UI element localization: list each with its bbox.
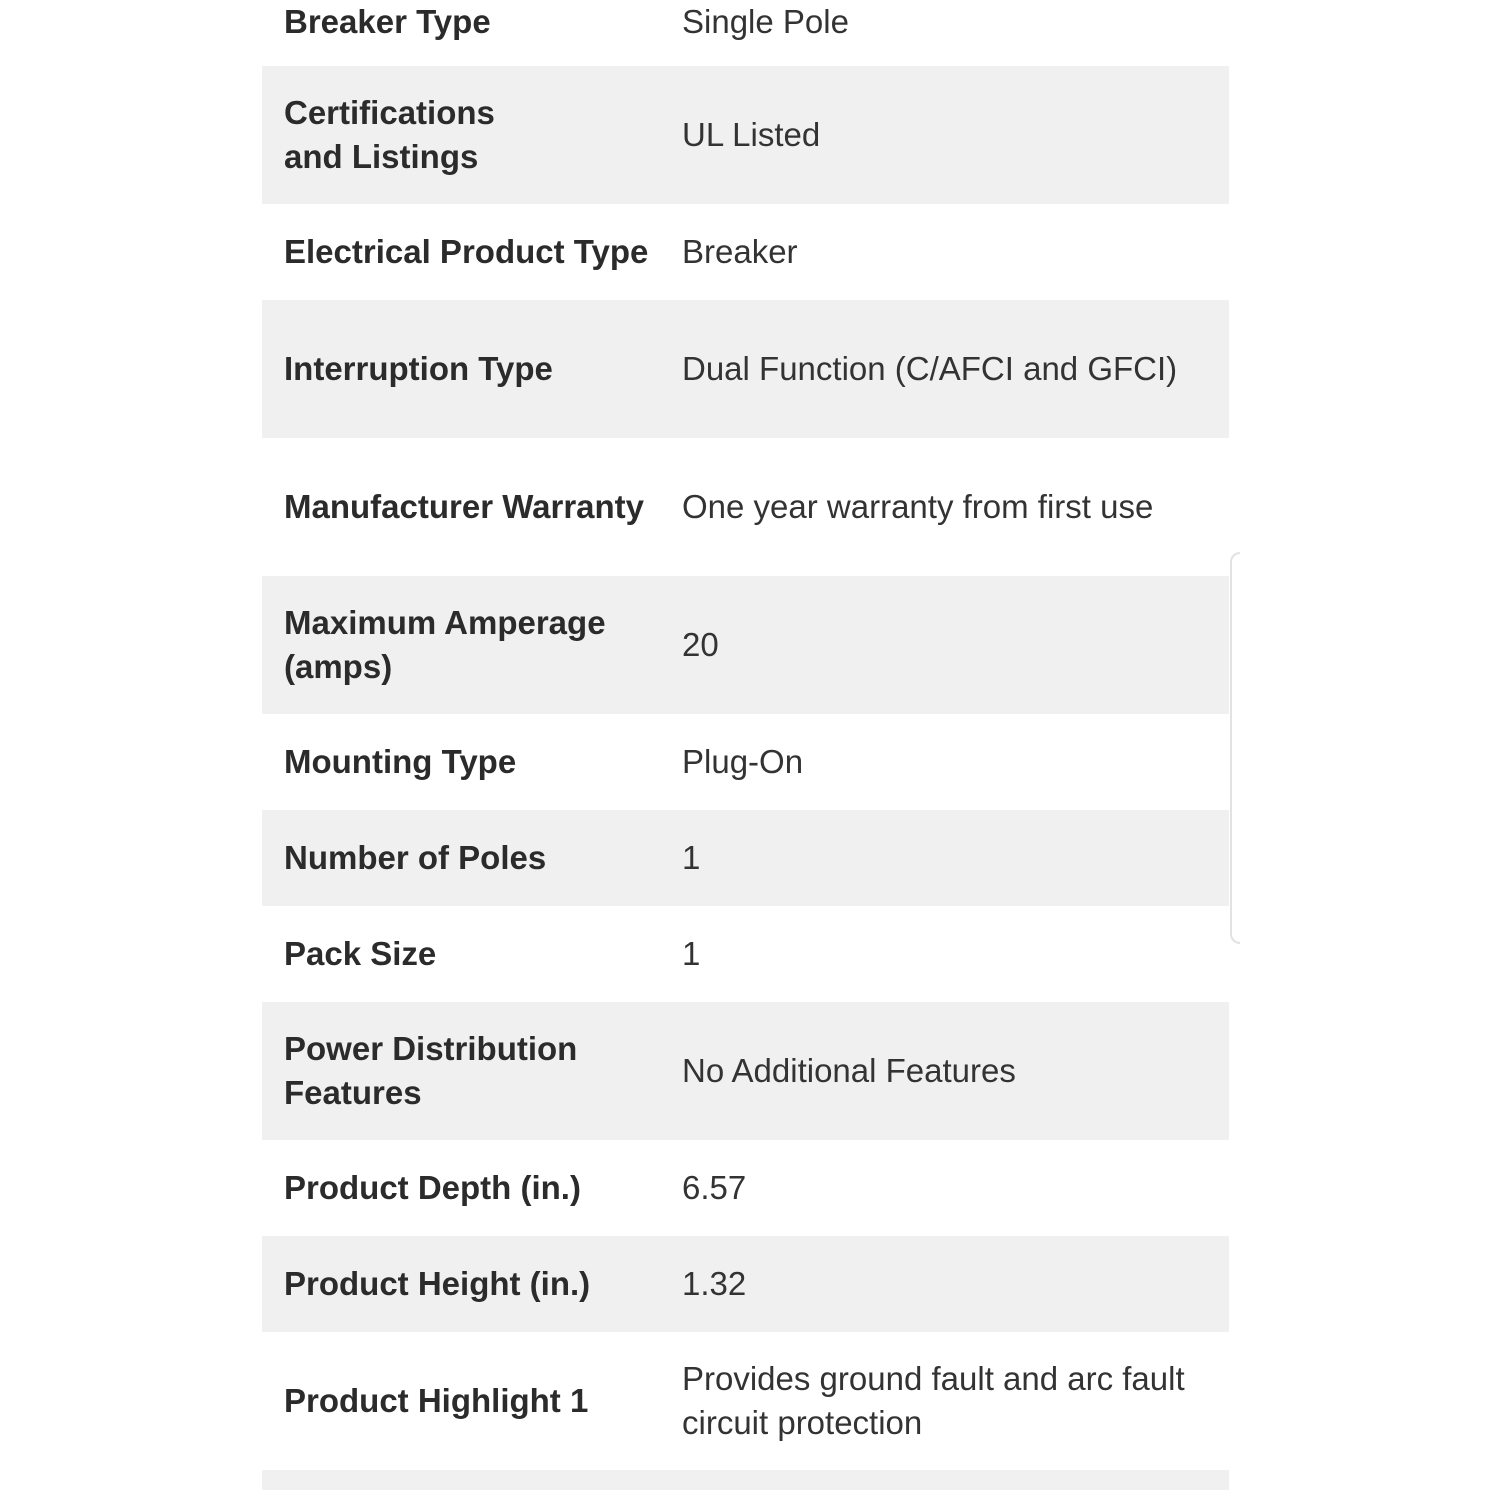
spec-value: UL Listed: [682, 116, 821, 153]
spec-row-product-height: [262, 1236, 1229, 1332]
spec-label: Maximum Amperage (amps): [284, 604, 606, 685]
spec-row-interruption-type: [262, 300, 1229, 438]
spec-row-maximum-amperage: [262, 576, 1229, 714]
spec-row-certifications: [262, 66, 1229, 204]
spec-label: Interruption Type: [284, 350, 553, 387]
spec-label: Power Distribution Features: [284, 1030, 578, 1111]
spec-label: Manufacturer Warranty: [284, 488, 645, 525]
spec-value: 1.32: [682, 1265, 747, 1302]
spec-row-product-depth: [262, 1140, 1229, 1236]
spec-label: Product Height (in.): [284, 1265, 591, 1302]
spec-label: Product Highlight 1: [284, 1382, 589, 1419]
spec-label: Pack Size: [284, 935, 437, 972]
spec-label: Number of Poles: [284, 839, 547, 876]
spec-label: Breaker Type: [284, 3, 491, 40]
spec-value: Single Pole: [682, 3, 849, 40]
spec-value: One year warranty from first use: [682, 488, 1154, 525]
spec-row-product-highlight-1: [262, 1332, 1229, 1470]
spec-row-power-distribution: [262, 1002, 1229, 1140]
scroll-edge: [1230, 552, 1240, 944]
spec-label: Product Depth (in.): [284, 1169, 581, 1206]
spec-label: Mounting Type: [284, 743, 517, 780]
spec-row-number-of-poles: [262, 810, 1229, 906]
spec-value: 6.57: [682, 1169, 747, 1206]
spec-row-mounting-type: [262, 714, 1229, 810]
spec-value: Plug-On: [682, 743, 804, 780]
specifications-table: [262, 0, 1229, 1490]
spec-value: 1: [682, 839, 701, 876]
spec-row-manufacturer-warranty: [262, 438, 1229, 576]
spec-row-next-partial: [262, 1470, 1229, 1490]
spec-value: 20: [682, 626, 719, 663]
spec-label: Certifications and Listings: [284, 94, 495, 175]
spec-value: 1: [682, 935, 701, 972]
spec-row-electrical-product-type: [262, 204, 1229, 300]
spec-value: Breaker: [682, 233, 798, 270]
spec-row-breaker-type: [262, 0, 1229, 66]
spec-label: Electrical Product Type: [284, 233, 649, 270]
spec-value: No Additional Features: [682, 1052, 1016, 1089]
spec-value: Provides ground fault and arc fault circuit protection: [682, 1360, 1185, 1441]
spec-value: Dual Function (C/AFCI and GFCI): [682, 350, 1178, 387]
spec-row-pack-size: [262, 906, 1229, 1002]
